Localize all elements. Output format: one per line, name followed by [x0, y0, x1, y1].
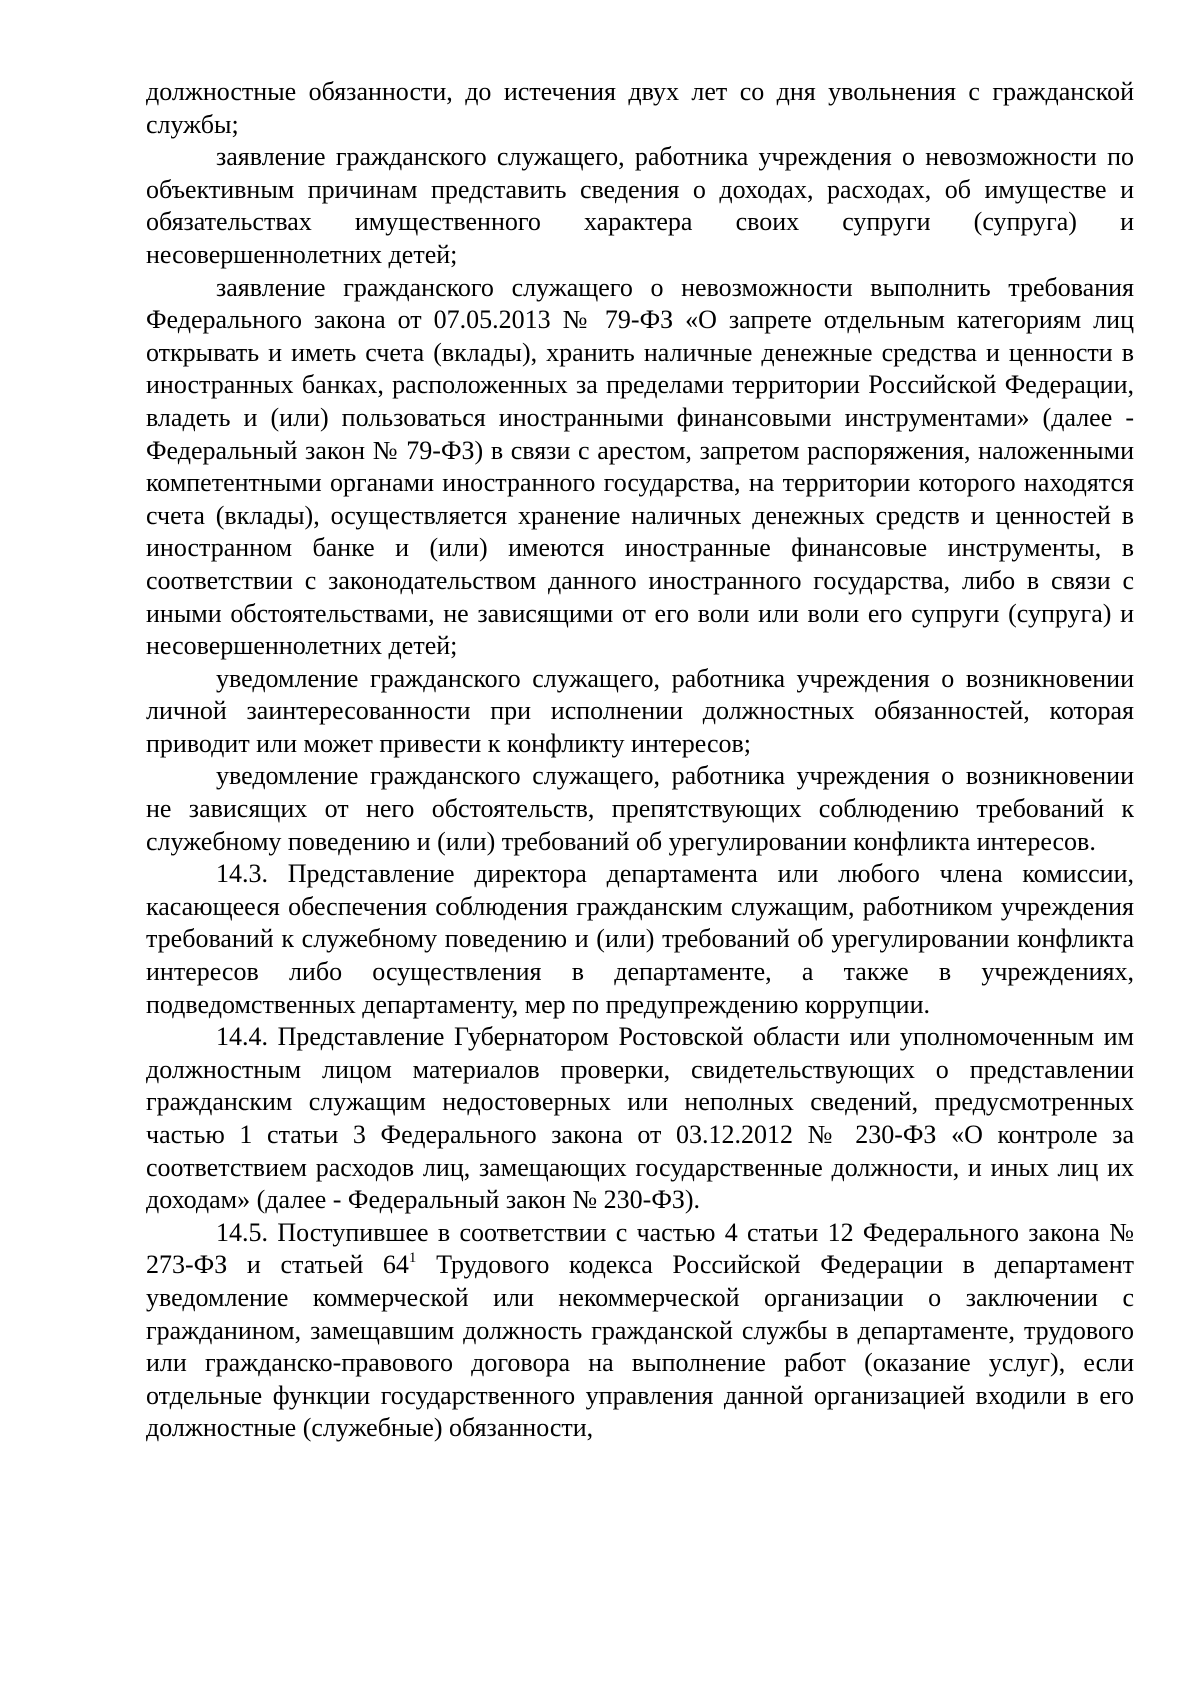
paragraph-14-3: 14.3. Представление директора департамента или любого члена комиссии, касающееся обеспечения соблюдения гражданским служащим, работником учреждения требований к служебному поведению и (или) требований об урегулировании конфликта интересов либо осуществления в департаменте, а также в учреждениях, подведомственных департаменту, мер по предупреждению коррупции. [146, 859, 1134, 1019]
paragraph-statement-income-info: заявление гражданского служащего, работника учреждения о невозможности по объективным причинам представить сведения о доходах, расходах, об имуществе и обязательствах имущественного характера своих супруги (супруга) и несовершеннолетних детей; [146, 142, 1134, 269]
paragraph-14-5-rest: Трудового кодекса Российской Федерации в департамент уведомление коммерческой или некоммерческой организации о заключении с гражданином, замещавшим должность гражданской службы в департаменте, трудового или гражданско-правового договора на выполнение работ (оказание услуг), если отдельные функции государственного управления данной организацией входили в его должностные (служебные) обязанности, [146, 1250, 1134, 1443]
paragraph-14-4: 14.4. Представление Губернатором Ростовской области или уполномоченным им должностным лицом материалов проверки, свидетельствующих о представлении гражданским служащим недостоверных или неполных сведений, предусмотренных частью 1 статьи 3 Федерального закона от 03.12.2012 № 230-ФЗ «О контроле за соответствием расходов лиц, замещающих государственные должности, и иных лиц их доходам» (далее - Федеральный закон № 230-ФЗ). [146, 1022, 1134, 1215]
document-page [146, 76, 1134, 1445]
paragraph-notice-personal-interest: уведомление гражданского служащего, работника учреждения о возникновении личной заинтересованности при исполнении должностных обязанностей, которая приводит или может привести к конфликту интересов; [146, 663, 1134, 758]
paragraph-continuation: должностные обязанности, до истечения двух лет со дня увольнения с гражданской службы; [146, 77, 1134, 139]
paragraph-statement-foreign-accounts: заявление гражданского служащего о невозможности выполнить требования Федерального закона от 07.05.2013 № 79-ФЗ «О запрете отдельным категориям лиц открывать и иметь счета (вклады), хранить наличные денежные средства и ценности в иностранных банках, расположенных за пределами территории Российской Федерации, владеть и (или) пользоваться иностранными финансовыми инструментами» (далее - Федеральный закон № 79-ФЗ) в связи с арестом, запретом распоряжения, наложенными компетентными органами иностранного государства, на территории которого находятся счета (вклады), осуществляется хранение наличных денежных средств и ценностей в иностранном банке и (или) имеются иностранные финансовые инструменты, в соответствии с законодательством данного иностранного государства, либо в связи с иными обстоятельствами, не зависящими от его воли или воли его супруги (супруга) и несовершеннолетних детей; [146, 272, 1134, 661]
paragraph-14-5 [146, 1217, 1134, 1445]
superscript-article-number: 1 [408, 1250, 417, 1267]
paragraph-14-5-start: 14.5. Поступившее в соответствии с частью 4 статьи 12 Федерального закона № 273-ФЗ и статьей 64 [146, 1217, 1134, 1280]
paragraph-notice-circumstances: уведомление гражданского служащего, работника учреждения о возникновении не зависящих от него обстоятельств, препятствующих соблюдению требований к служебному поведению и (или) требований об урегулировании конфликта интересов. [146, 761, 1134, 856]
